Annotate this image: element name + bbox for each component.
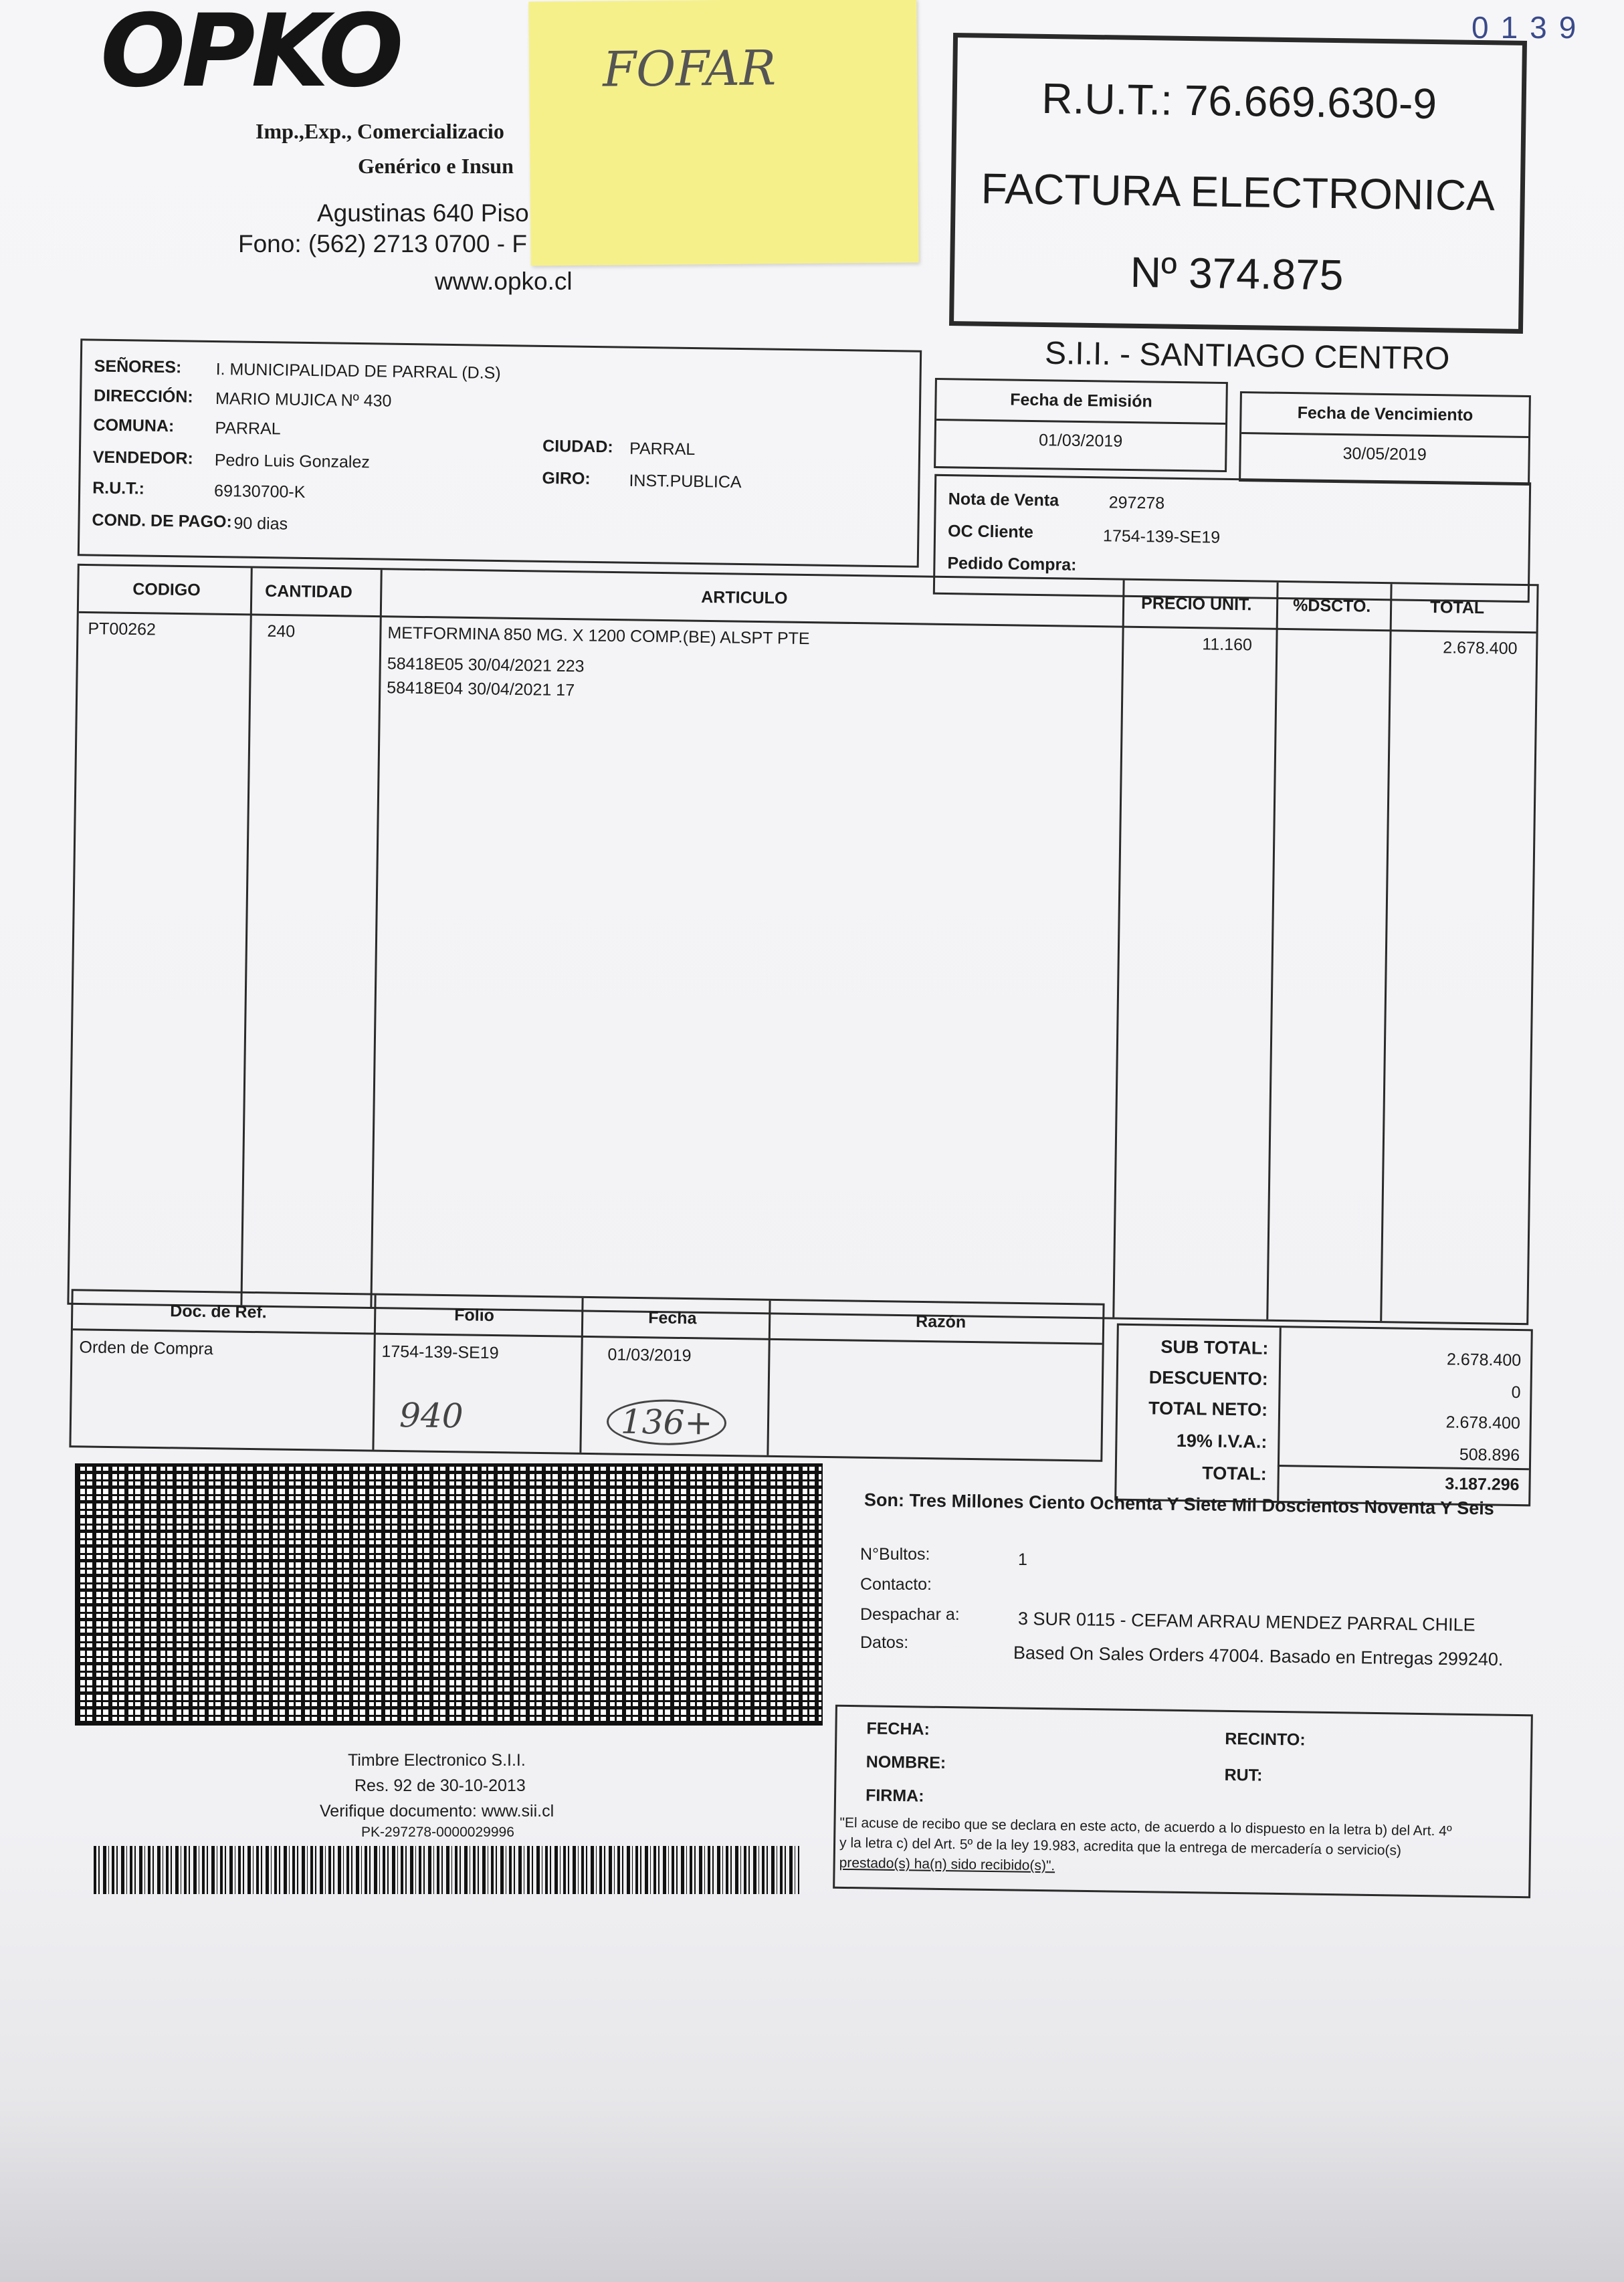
bultos-label: N°Bultos:: [860, 1545, 930, 1564]
customer-box: [78, 338, 922, 568]
item-precio: 11.160: [1202, 635, 1253, 655]
fecha-vencimiento-value: 30/05/2019: [1342, 444, 1427, 464]
receipt-legal-2: y la letra c) del Art. 5º de la ley 19.983, acredita que la entrega de mercadería o servicio(s): [839, 1835, 1402, 1859]
receipt-rut-label: RUT:: [1224, 1765, 1263, 1785]
totals-box: [1114, 1324, 1533, 1507]
item-lote-1: 58418E05 30/04/2021 223: [387, 654, 585, 676]
ciudad-value: PARRAL: [629, 439, 696, 459]
fecha-vencimiento-label: Fecha de Vencimiento: [1297, 403, 1474, 425]
company-line2: Genérico e Insun: [358, 154, 514, 178]
invoice-number: Nº 374.875: [1130, 247, 1344, 300]
iva-label: 19% I.V.A.:: [1176, 1430, 1267, 1452]
giro-label: GIRO:: [542, 468, 591, 488]
item-codigo: PT00262: [88, 619, 157, 639]
rut-box: [949, 33, 1527, 334]
sii-office: S.I.I. - SANTIAGO CENTRO: [1044, 335, 1450, 377]
fecha-emision-label: Fecha de Emisión: [1010, 390, 1152, 411]
ref-folio-label: Folio: [454, 1306, 495, 1326]
rut-value: 69130700-K: [213, 482, 306, 502]
fecha-emision-box: [934, 378, 1228, 472]
vendedor-label: VENDEDOR:: [92, 447, 194, 468]
receipt-recinto-label: RECINTO:: [1225, 1729, 1306, 1750]
company-logo: OPKO: [100, 0, 400, 110]
total-neto-label: TOTAL NETO:: [1148, 1398, 1268, 1420]
iva-value: 508.896: [1459, 1445, 1520, 1465]
descuento-label: DESCUENTO:: [1148, 1367, 1268, 1389]
senores-label: SEÑORES:: [94, 356, 182, 377]
invoice-type: FACTURA ELECTRONICA: [981, 164, 1496, 220]
pedido-compra-label: Pedido Compra:: [947, 554, 1077, 575]
ref-razon-label: Razón: [915, 1312, 967, 1332]
total-label: TOTAL:: [1202, 1463, 1267, 1484]
rut-label: R.U.T.:: [92, 478, 145, 498]
receipt-firma-label: FIRMA:: [865, 1786, 924, 1806]
linear-barcode: [94, 1846, 799, 1894]
despachar-value: 3 SUR 0115 - CEFAM ARRAU MENDEZ PARRAL CHILE: [1017, 1609, 1476, 1635]
total-neto-value: 2.678.400: [1445, 1413, 1521, 1433]
company-line1: Imp.,Exp., Comercializacio: [256, 119, 504, 143]
ref-doc-label: Doc. de Ref.: [170, 1302, 267, 1322]
oc-cliente-value: 1754-139-SE19: [1102, 526, 1221, 547]
nota-venta-value: 297278: [1108, 493, 1165, 513]
total-in-words: Son: Tres Millones Ciento Ochenta Y Siete Mil Doscientos Noventa Y Seis: [864, 1489, 1494, 1519]
direccion-value: MARIO MUJICA Nº 430: [215, 389, 392, 411]
sticky-note: [528, 0, 918, 266]
item-total: 2.678.400: [1443, 638, 1518, 658]
handwritten-fecha: 136+: [607, 1398, 727, 1445]
ref-fecha-value: 01/03/2019: [607, 1345, 692, 1366]
receipt-box: [833, 1705, 1533, 1899]
timbre-2d-barcode: [75, 1463, 823, 1726]
cond-pago-value: 90 dias: [233, 514, 288, 534]
header-precio: PRECIO UNIT.: [1140, 594, 1252, 615]
descuento-value: 0: [1511, 1382, 1521, 1403]
ciudad-label: CIUDAD:: [542, 436, 613, 457]
header-articulo: ARTICULO: [701, 587, 788, 608]
bultos-value: 1: [1018, 1550, 1027, 1569]
header-dscto: %DSCTO.: [1292, 596, 1371, 616]
oc-cliente-label: OC Cliente: [947, 522, 1034, 542]
items-table: [67, 564, 1538, 1325]
item-lote-2: 58418E04 30/04/2021 17: [387, 678, 575, 700]
handwritten-folio: 940: [399, 1396, 464, 1436]
header-total: TOTAL: [1429, 598, 1485, 618]
datos-value: Based On Sales Orders 47004. Basado en Entregas 299240.: [1013, 1643, 1504, 1670]
giro-value: INST.PUBLICA: [629, 471, 742, 492]
cond-pago-label: COND. DE PAGO:: [92, 510, 232, 532]
ref-folio-value: 1754-139-SE19: [381, 1342, 499, 1363]
references-box: [69, 1289, 1104, 1462]
timbre-line2: Res. 92 de 30-10-2013: [354, 1776, 526, 1795]
despachar-label: Despachar a:: [860, 1605, 960, 1624]
header-cantidad: CANTIDAD: [265, 581, 353, 602]
timbre-line3: Verifique documento: www.sii.cl: [320, 1802, 554, 1821]
senores-value: I. MUNICIPALIDAD DE PARRAL (D.S): [215, 360, 501, 383]
item-cantidad: 240: [267, 621, 296, 641]
timbre-code: PK-297278-0000029996: [361, 1825, 514, 1840]
comuna-value: PARRAL: [215, 419, 281, 439]
comuna-label: COMUNA:: [93, 415, 175, 436]
fecha-vencimiento-box: [1239, 391, 1531, 486]
header-codigo: CODIGO: [132, 579, 201, 600]
invoice-rut: R.U.T.: 76.669.630-9: [1041, 74, 1437, 128]
vendedor-value: Pedro Luis Gonzalez: [214, 451, 371, 472]
subtotal-value: 2.678.400: [1446, 1350, 1522, 1370]
timbre-line1: Timbre Electronico S.I.I.: [348, 1751, 526, 1770]
nota-venta-label: Nota de Venta: [948, 490, 1059, 510]
receipt-nombre-label: NOMBRE:: [866, 1752, 946, 1773]
sticky-note-text: FOFAR: [602, 39, 777, 98]
contacto-label: Contacto:: [860, 1575, 932, 1594]
item-articulo: METFORMINA 850 MG. X 1200 COMP.(BE) ALSPT PTE: [387, 623, 810, 649]
receipt-legal-3: prestado(s) ha(n) sido recibido(s)".: [839, 1855, 1055, 1874]
fecha-emision-value: 01/03/2019: [1038, 431, 1123, 451]
datos-label: Datos:: [860, 1633, 909, 1652]
ref-fecha-label: Fecha: [648, 1308, 697, 1328]
company-phone: Fono: (562) 2713 0700 - F: [238, 230, 527, 257]
company-address: Agustinas 640 Piso: [317, 199, 529, 227]
receipt-legal-1: "El acuse de recibo que se declara en este acto, de acuerdo a lo dispuesto en la letra b) del Art. 4º: [839, 1814, 1452, 1839]
company-web: www.opko.cl: [435, 268, 573, 295]
total-value: 3.187.296: [1445, 1474, 1520, 1495]
subtotal-label: SUB TOTAL:: [1160, 1336, 1269, 1358]
direccion-label: DIRECCIÓN:: [93, 386, 193, 407]
ref-doc-value: Orden de Compra: [79, 1338, 213, 1359]
receipt-fecha-label: FECHA:: [866, 1719, 930, 1739]
page-number: 0139: [1471, 10, 1589, 45]
